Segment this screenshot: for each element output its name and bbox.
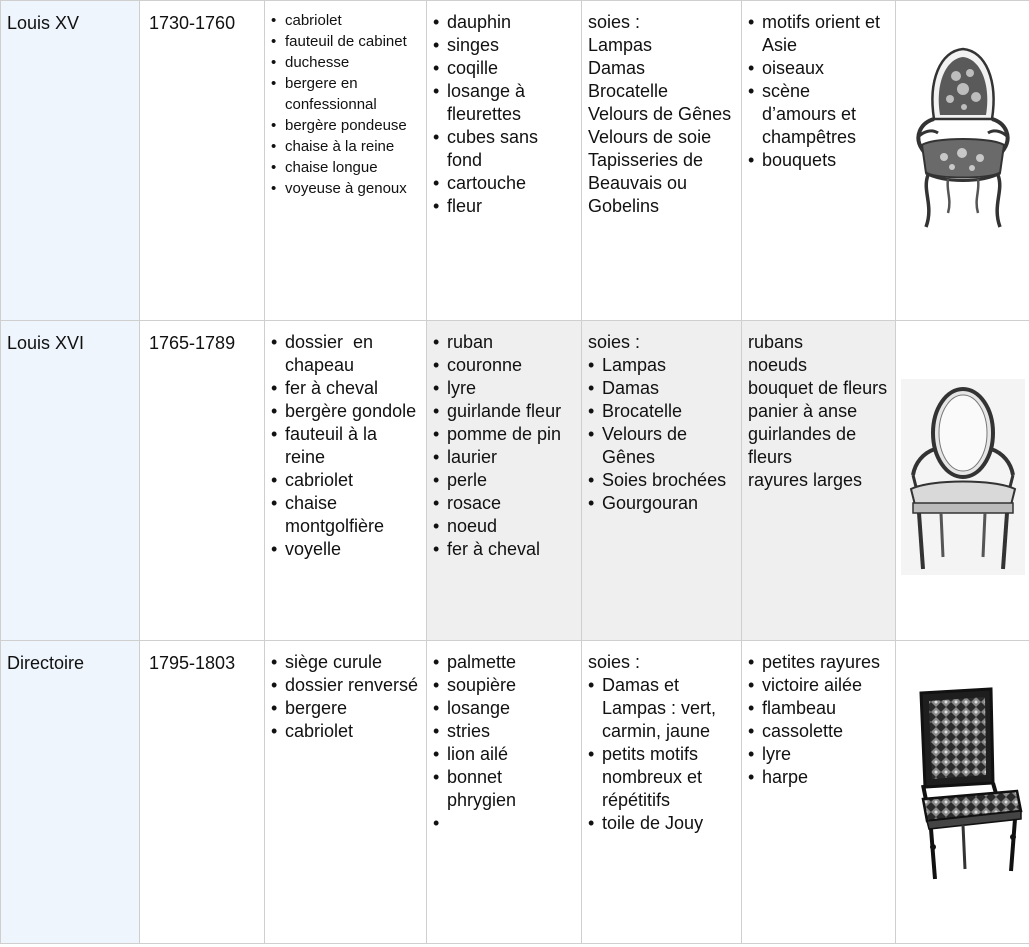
list-item: • chaise à la reine bbox=[271, 136, 420, 157]
list-item: • dossier renversé bbox=[271, 674, 420, 697]
list-item: • stries bbox=[433, 720, 575, 743]
seat-types-cell bbox=[265, 321, 427, 641]
list-item: • Damas bbox=[588, 377, 735, 400]
fabrics-heading: soies : bbox=[588, 332, 641, 352]
list-item: • perle bbox=[433, 469, 575, 492]
list-item: • cabriolet bbox=[271, 10, 420, 31]
patterns-cell bbox=[742, 1, 896, 321]
list-item: • cartouche bbox=[433, 172, 575, 195]
fabric-item: Velours de Gênes bbox=[588, 104, 732, 124]
list-item: • bergere bbox=[271, 697, 420, 720]
list-item: • cubes sans fond bbox=[433, 126, 575, 172]
pattern-item: noeuds bbox=[748, 355, 808, 375]
list-item: • chaise montgolfière bbox=[271, 492, 420, 538]
motifs-cell bbox=[427, 1, 582, 321]
list-item: • petites rayures bbox=[748, 651, 889, 674]
table-row bbox=[1, 641, 1029, 944]
fabrics-cell bbox=[582, 321, 742, 641]
style-name-cell bbox=[1, 1, 140, 321]
louis-xv-armchair-icon bbox=[904, 41, 1022, 231]
fabrics-cell bbox=[582, 641, 742, 944]
pattern-item: guirlandes de fleurs bbox=[748, 424, 857, 467]
period-dates: 1795-1803 bbox=[149, 653, 236, 673]
list-item: • dossier en chapeau bbox=[271, 331, 420, 377]
pattern-item: bouquet de fleurs bbox=[748, 378, 888, 398]
motifs-cell bbox=[427, 321, 582, 641]
list-item: • Soies brochées bbox=[588, 469, 735, 492]
fabric-item: Tapisseries de Beauvais ou Gobelins bbox=[588, 150, 704, 216]
list-item: • singes bbox=[433, 34, 575, 57]
list-item: • cabriolet bbox=[271, 469, 420, 492]
list-item: • bergère pondeuse bbox=[271, 115, 420, 136]
list-item: • flambeau bbox=[748, 697, 889, 720]
list-item: • siège curule bbox=[271, 651, 420, 674]
louis-xvi-medallion-armchair-icon bbox=[901, 379, 1025, 575]
pattern-item: rayures larges bbox=[748, 470, 863, 490]
pattern-item: rubans bbox=[748, 332, 804, 352]
list-item: • oiseaux bbox=[748, 57, 889, 80]
fabric-item: Brocatelle bbox=[588, 81, 669, 101]
list-item: • laurier bbox=[433, 446, 575, 469]
motifs-cell bbox=[427, 641, 582, 944]
fabrics-cell bbox=[582, 1, 742, 321]
list-item: • lyre bbox=[748, 743, 889, 766]
chair-image-cell bbox=[896, 1, 1029, 321]
fabrics-heading: soies : bbox=[588, 12, 641, 32]
list-item: • Gourgouran bbox=[588, 492, 735, 515]
period-dates: 1730-1760 bbox=[149, 13, 236, 33]
list-item: • ruban bbox=[433, 331, 575, 354]
fabric-item: Velours de soie bbox=[588, 127, 712, 147]
patterns-cell bbox=[742, 321, 896, 641]
list-item: • fer à cheval bbox=[433, 538, 575, 561]
list-item: • pomme de pin bbox=[433, 423, 575, 446]
list-item: • scène d’amours et champêtres bbox=[748, 80, 889, 149]
list-item: • Velours de Gênes bbox=[588, 423, 735, 469]
list-item: • Lampas bbox=[588, 354, 735, 377]
list-item: • Damas et Lampas : vert, carmin, jaune bbox=[588, 674, 735, 743]
style-name-cell bbox=[1, 321, 140, 641]
list-item: • cassolette bbox=[748, 720, 889, 743]
motifs-list bbox=[433, 331, 575, 561]
seat-types-list bbox=[271, 651, 420, 743]
period-cell bbox=[140, 321, 265, 641]
list-item: • rosace bbox=[433, 492, 575, 515]
list-item: • bonnet phrygien bbox=[433, 766, 575, 812]
chair-image-cell bbox=[896, 321, 1029, 641]
period-cell bbox=[140, 641, 265, 944]
style-name: Louis XV bbox=[7, 13, 80, 33]
list-item: • guirlande fleur bbox=[433, 400, 575, 423]
list-item: • fauteuil de cabinet bbox=[271, 31, 420, 52]
list-item: • lyre bbox=[433, 377, 575, 400]
period-dates: 1765-1789 bbox=[149, 333, 236, 353]
style-name-cell bbox=[1, 641, 140, 944]
list-item: • coqille bbox=[433, 57, 575, 80]
period-cell bbox=[140, 1, 265, 321]
list-item: • bergère gondole bbox=[271, 400, 420, 423]
patterns-list bbox=[748, 11, 889, 172]
list-item: • victoire ailée bbox=[748, 674, 889, 697]
list-item: • bouquets bbox=[748, 149, 889, 172]
list-item: • duchesse bbox=[271, 52, 420, 73]
list-item: • noeud bbox=[433, 515, 575, 538]
list-item: • fauteuil à la reine bbox=[271, 423, 420, 469]
list-item: • Brocatelle bbox=[588, 400, 735, 423]
list-item: • dauphin bbox=[433, 11, 575, 34]
list-item: • bergere en confessionnal bbox=[271, 73, 420, 115]
list-item: • lion ailé bbox=[433, 743, 575, 766]
seat-types-cell bbox=[265, 1, 427, 321]
list-item: • palmette bbox=[433, 651, 575, 674]
patterns-cell bbox=[742, 641, 896, 944]
seat-types-list bbox=[271, 331, 420, 561]
list-item: • chaise longue bbox=[271, 157, 420, 178]
list-item: • soupière bbox=[433, 674, 575, 697]
motifs-list bbox=[433, 11, 575, 218]
fabrics-heading: soies : bbox=[588, 652, 641, 672]
list-item-empty bbox=[433, 812, 575, 835]
list-item: • cabriolet bbox=[271, 720, 420, 743]
fabrics-list bbox=[588, 354, 735, 515]
list-item: • fleur bbox=[433, 195, 575, 218]
list-item: • losange bbox=[433, 697, 575, 720]
pattern-item: panier à anse bbox=[748, 401, 858, 421]
list-item: • voyeuse à genoux bbox=[271, 178, 420, 199]
seat-types-cell bbox=[265, 641, 427, 944]
list-item: • toile de Jouy bbox=[588, 812, 735, 835]
list-item: • voyelle bbox=[271, 538, 420, 561]
list-item: • motifs orient et Asie bbox=[748, 11, 889, 57]
fabric-item: Damas bbox=[588, 58, 646, 78]
directoire-chair-icon bbox=[901, 687, 1025, 883]
fabric-item: Lampas bbox=[588, 35, 653, 55]
style-name: Directoire bbox=[7, 653, 85, 673]
seat-types-list bbox=[271, 10, 420, 199]
list-item: • losange à fleurettes bbox=[433, 80, 575, 126]
list-item: • harpe bbox=[748, 766, 889, 789]
patterns-list bbox=[748, 651, 889, 789]
table-row bbox=[1, 321, 1029, 641]
list-item: • fer à cheval bbox=[271, 377, 420, 400]
style-name: Louis XVI bbox=[7, 333, 85, 353]
chair-image-cell bbox=[896, 641, 1029, 944]
motifs-list bbox=[433, 651, 575, 835]
list-item: • petits motifs nombreux et répétitifs bbox=[588, 743, 735, 812]
table-row bbox=[1, 1, 1029, 321]
list-item: • couronne bbox=[433, 354, 575, 377]
fabrics-list bbox=[588, 674, 735, 835]
